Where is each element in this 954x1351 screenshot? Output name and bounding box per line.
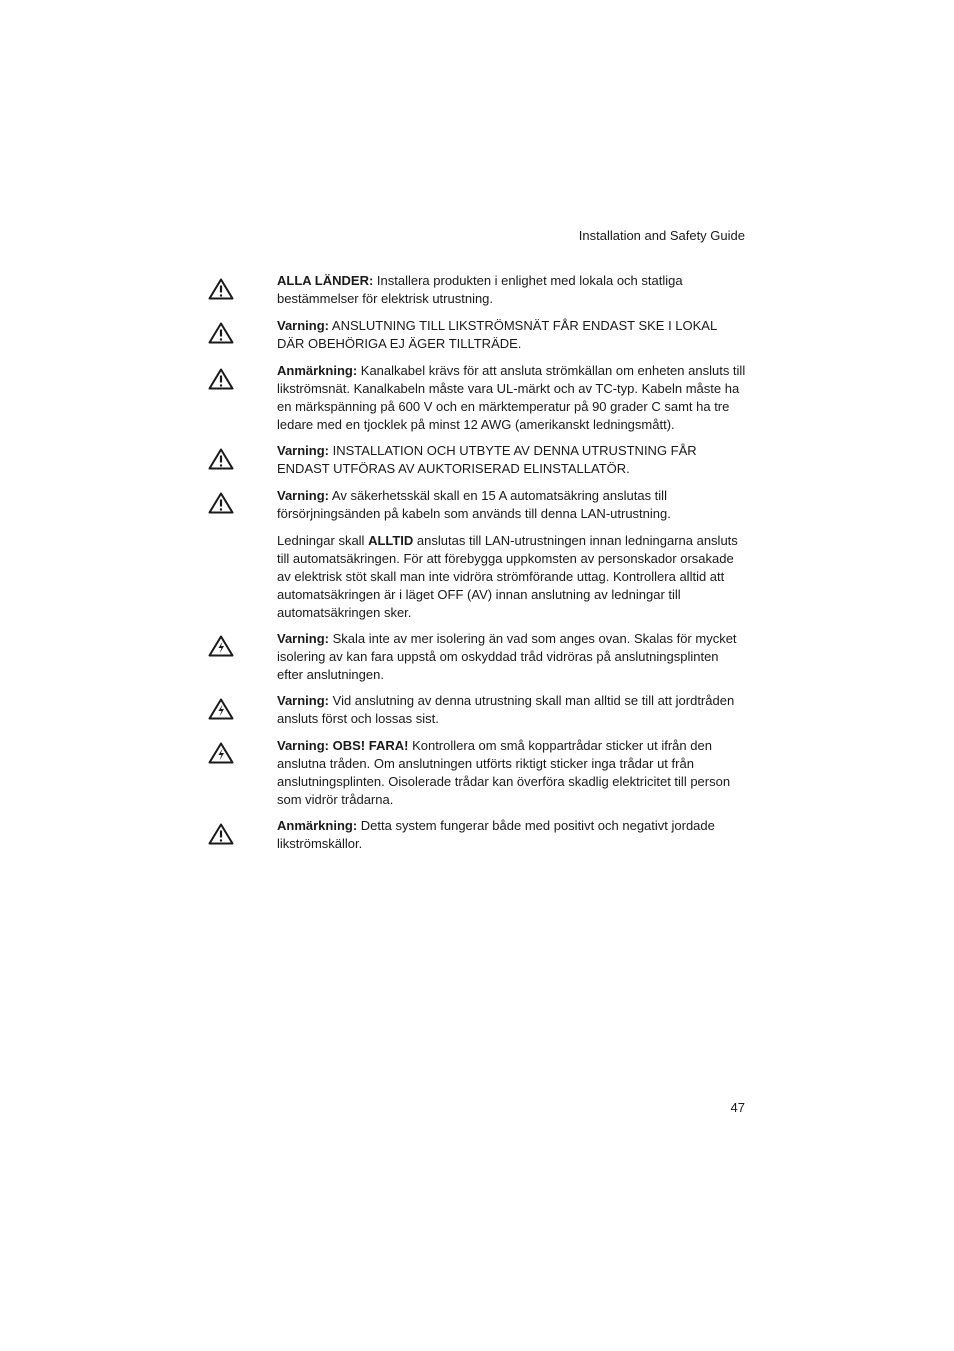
note-lead: Anmärkning: bbox=[277, 818, 358, 833]
safety-note bbox=[277, 737, 747, 809]
safety-note bbox=[277, 630, 747, 684]
note-text: Av säkerhetsskäl skall en 15 A automatsäkring anslutas till försörjningsänden på kabeln som används till denna LAN-utrustning. bbox=[277, 488, 671, 521]
electrical-hazard-icon bbox=[208, 742, 234, 764]
note-text: Skala inte av mer isolering än vad som anges ovan. Skalas för mycket isolering av kan fara uppstå om oskyddad tråd vidröras på anslutningsplinten efter anslutningen. bbox=[277, 631, 737, 682]
warning-icon bbox=[208, 492, 234, 514]
safety-note bbox=[277, 487, 747, 523]
note-lead: Varning: bbox=[277, 488, 330, 503]
safety-paragraph bbox=[277, 532, 747, 622]
note-lead: Varning: bbox=[277, 318, 330, 333]
note-text: Kontrollera om små koppartrådar sticker ut ifrån den anslutna tråden. Om anslutningen utförts riktigt sticker inga trådar ut från anslutningsplinten. Oisolerade trådar kan överföra skadlig elektricitet till person som vidrör trådarna. bbox=[277, 738, 731, 807]
electrical-hazard-icon bbox=[208, 635, 234, 657]
paragraph-text: anslutas till LAN-utrustningen innan ledningarna ansluts till automatsäkringen. För att förebygga uppkomsten av personskador orsakade av elektrisk stöt skall man inte vidröra strömförande uttag. Kontrollera alltid att automatsäkringen är i läget OFF (AV) innan anslutning av ledningar till automatsäkringen sker. bbox=[277, 533, 738, 620]
safety-note bbox=[277, 362, 747, 434]
safety-note bbox=[277, 817, 747, 853]
warning-icon bbox=[208, 368, 234, 390]
safety-note bbox=[277, 272, 747, 308]
note-lead: Varning: bbox=[277, 693, 330, 708]
note-text: Vid anslutning av denna utrustning skall man alltid se till att jordtråden ansluts först och lossas sist. bbox=[277, 693, 735, 726]
note-text: Kanalkabel krävs för att ansluta strömkällan om enheten ansluts till likströmsnät. Kanalkabeln måste vara UL-märkt och av TC-typ. Kabeln måste ha en märkspänning på 600 V och en märktemperatur på 90 grader C samt ha tre ledare med en tjocklek på minst 12 AWG (amerikanskt ledningsmått). bbox=[277, 363, 746, 432]
warning-icon bbox=[208, 823, 234, 845]
note-lead: Anmärkning: bbox=[277, 363, 358, 378]
safety-note bbox=[277, 692, 747, 728]
safety-note bbox=[277, 317, 747, 353]
warning-icon bbox=[208, 448, 234, 470]
note-lead: ALLA LÄNDER: bbox=[277, 273, 374, 288]
note-lead: Varning: bbox=[277, 631, 330, 646]
electrical-hazard-icon bbox=[208, 698, 234, 720]
emphasis-text: ALLTID bbox=[368, 533, 414, 548]
note-lead: Varning: bbox=[277, 443, 330, 458]
note-text: Installera produkten i enlighet med lokala och statliga bestämmelser för elektrisk utrustning. bbox=[277, 273, 683, 306]
note-text: ANSLUTNING TILL LIKSTRÖMSNÄT FÅR ENDAST SKE I LOKAL DÄR OBEHÖRIGA EJ ÄGER TILLTRÄDE. bbox=[277, 318, 717, 351]
note-text: INSTALLATION OCH UTBYTE AV DENNA UTRUSTNING FÅR ENDAST UTFÖRAS AV AUKTORISERAD ELINSTALLATÖR. bbox=[277, 443, 697, 476]
paragraph-text: Ledningar skall bbox=[277, 533, 369, 548]
note-lead: Varning: OBS! FARA! bbox=[277, 738, 409, 753]
warning-icon bbox=[208, 278, 234, 300]
safety-note bbox=[277, 442, 747, 478]
running-header: Installation and Safety Guide bbox=[578, 228, 745, 243]
page-number: 47 bbox=[730, 1100, 745, 1115]
note-text: Detta system fungerar både med positivt och negativt jordade likströmskällor. bbox=[277, 818, 715, 851]
warning-icon bbox=[208, 322, 234, 344]
